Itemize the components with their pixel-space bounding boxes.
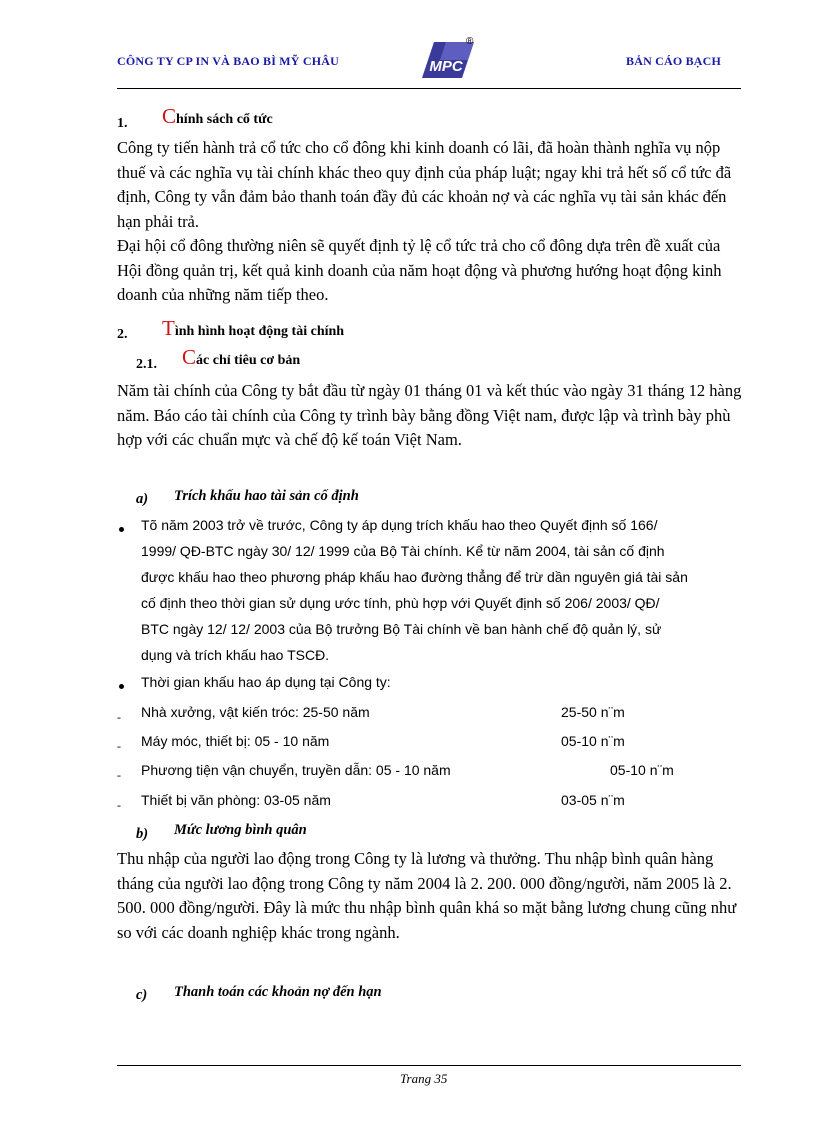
subsection-b-label: b)	[136, 826, 149, 842]
dash-icon: -	[117, 768, 121, 782]
asset-name: Nhà xưởng, vật kiến tróc: 25-50 năm	[141, 704, 370, 720]
subsection-b-title: Mức lương bình quân	[174, 822, 307, 838]
section-1-title	[162, 104, 273, 129]
depreciation-line: 1999/ QĐ-BTC ngày 30/ 12/ 1999 của Bộ Tài chính. Kể từ năm 2004, tài sản cố định	[141, 543, 665, 559]
subsection-c-label: c)	[136, 987, 148, 1003]
section-1-initial: C	[162, 104, 177, 128]
footer-rule	[117, 1065, 741, 1066]
dividend-policy-text	[117, 136, 743, 308]
section-1-title-text: hính sách cổ tức	[176, 112, 273, 127]
section-2-title-text: ình hình hoạt động tài chính	[174, 324, 345, 339]
section-2-1-initial: C	[182, 345, 197, 369]
subsection-c-title: Thanh toán các khoản nợ đến hạn	[174, 984, 382, 1000]
section-2-1-title	[182, 345, 300, 370]
dividend-paragraph-1: Công ty tiến hành trả cổ tức cho cổ đông khi kinh doanh có lãi, đã hoàn thành nghĩa vụ nộp thuế và các nghĩa vụ tài chính khác theo quy định của pháp luật; ngay khi trả hết số cổ tức đã định, Công ty vẫn đảm bảo thanh toán đầy đủ các khoản nợ và các nghĩa vụ tài sản khác đến hạn phải trả.	[117, 138, 732, 231]
bullet-icon	[119, 684, 124, 689]
dash-icon: -	[117, 798, 121, 812]
section-2-1-number: 2.1.	[136, 357, 157, 372]
asset-name: Phương tiện vận chuyển, truyền dẫn: 05 - 10 năm	[141, 762, 451, 778]
section-2-1-title-text: ác chỉ tiêu cơ bản	[196, 353, 301, 368]
subsection-a-title: Trích khấu hao tài sản cố định	[174, 488, 359, 504]
section-2-number: 2.	[117, 327, 128, 342]
header-document-title: BẢN CÁO BẠCH	[626, 54, 722, 68]
registered-mark: ®	[466, 36, 474, 47]
depreciation-line: Tõ năm 2003 trở về trước, Công ty áp dụng trích khấu hao theo Quyết định số 166/	[141, 517, 658, 533]
depreciation-period-intro: Thời gian khấu hao áp dụng tại Công ty:	[141, 674, 391, 690]
depreciation-line: cố định theo thời gian sử dụng ước tính, phù hợp với Quyết định số 206/ 2003/ QĐ/	[141, 595, 660, 611]
depreciation-line: dụng và trích khấu hao TSCĐ.	[141, 647, 330, 663]
header-rule	[117, 88, 741, 89]
subsection-a-label: a)	[136, 491, 149, 507]
asset-name: Máy móc, thiết bị: 05 - 10 năm	[141, 733, 330, 749]
average-salary-paragraph: Thu nhập của người lao động trong Công ty là lương và thưởng. Thu nhập bình quân hàng tháng của người lao động trong Công ty năm 2004 là 2. 200. 000 đồng/người, năm 2005 là 2. 500. 000 đồng/người. Đây là mức thu nhập bình quân khá so mặt bằng lương chung cũng như so với các doanh nghiệp khác trong ngành.	[117, 849, 737, 942]
company-logo	[416, 38, 480, 82]
dividend-paragraph-2: Đại hội cổ đông thường niên sẽ quyết định tỷ lệ cổ tức trả cho cổ đông dựa trên đề xuất của Hội đồng quản trị, kết quả kinh doanh của năm hoạt động và phương hướng hoạt động kinh doanh của những năm tiếp theo.	[117, 236, 722, 304]
depreciation-line: được khấu hao theo phương pháp khấu hao đường thẳng để trừ dần nguyên giá tài sản	[141, 569, 688, 585]
depreciation-policy-text	[141, 512, 741, 668]
depreciation-line: BTC ngày 12/ 12/ 2003 của Bộ trưởng Bộ Tài chính về ban hành chế độ quản lý, sử	[141, 621, 662, 637]
fiscal-year-paragraph: Năm tài chính của Công ty bắt đầu từ ngày 01 tháng 01 và kết thúc vào ngày 31 tháng 12 hàng năm. Báo cáo tài chính của Công ty trình bày bằng đồng Việt nam, được lập và trình bày phù hợp với các chuẩn mực và chế độ kế toán Việt Nam.	[117, 381, 742, 449]
asset-period: 05-10 n¨m	[610, 762, 674, 778]
dash-icon: -	[117, 739, 121, 753]
bullet-icon	[119, 527, 124, 532]
asset-period: 25-50 n¨m	[561, 704, 625, 720]
section-2-title	[162, 316, 344, 341]
page-number: Trang 35	[400, 1071, 448, 1086]
asset-name: Thiết bị văn phòng: 03-05 năm	[141, 792, 331, 808]
asset-period: 03-05 n¨m	[561, 792, 625, 808]
asset-period: 05-10 n¨m	[561, 733, 625, 749]
dash-icon: -	[117, 710, 121, 724]
header-company: CÔNG TY CP IN VÀ BAO BÌ MỸ CHÂU	[117, 54, 339, 68]
logo-text: MPC	[429, 58, 463, 75]
section-1-number: 1.	[117, 116, 128, 131]
section-2-initial: T	[162, 316, 175, 340]
